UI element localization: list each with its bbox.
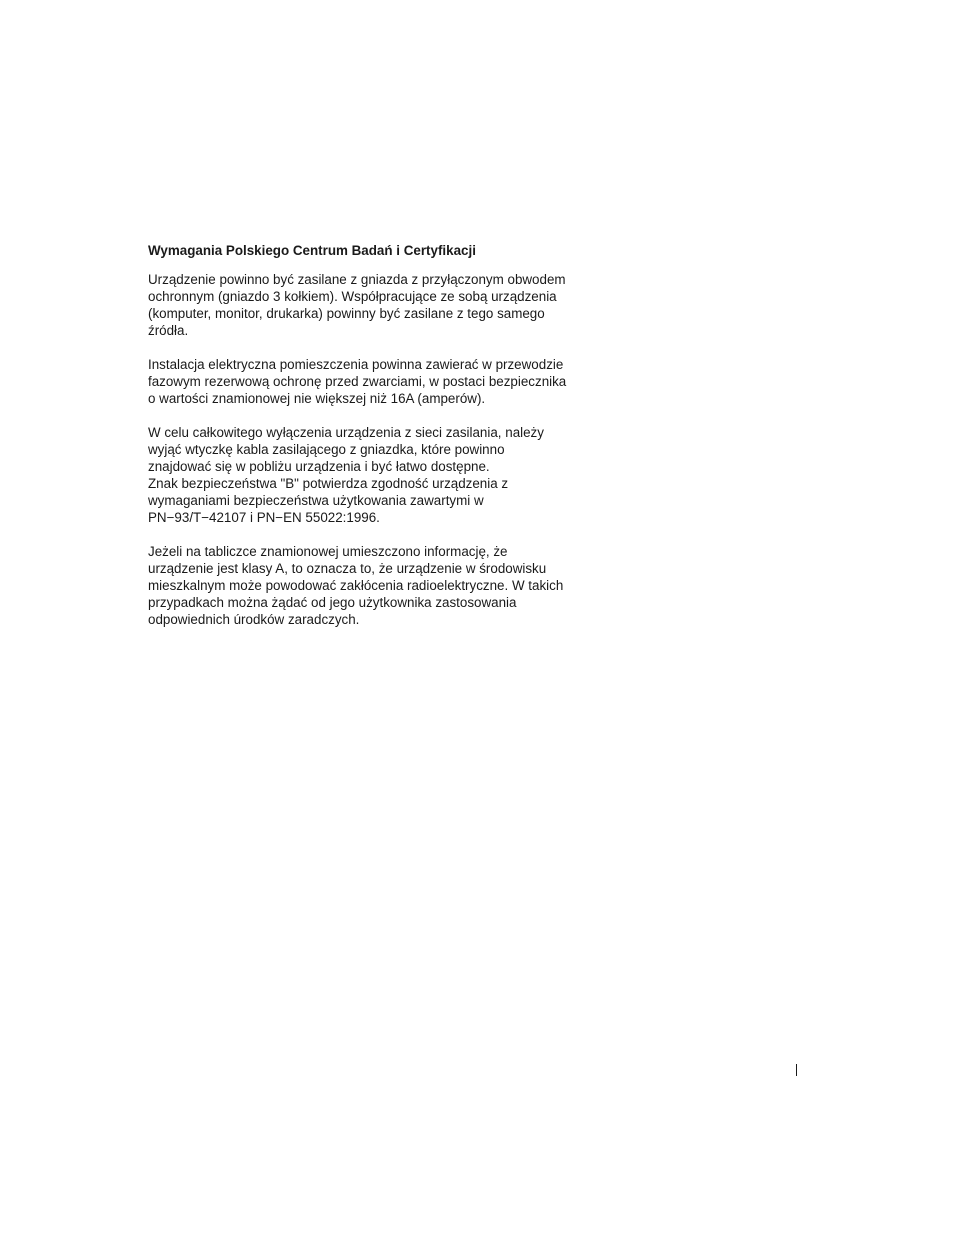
paragraph-line: znajdować się w pobliżu urządzenia i być łatwo dostępne. (148, 459, 490, 474)
paragraph-line: mieszkalnym może powodować zakłócenia radioelektryczne. W takich (148, 578, 564, 593)
paragraph-line: wyjąć wtyczkę kabla zasilającego z gniazdka, które powinno (148, 442, 505, 457)
paragraph-line: Urządzenie powinno być zasilane z gniazda z przyłączonym obwodem (148, 272, 566, 287)
section-heading: Wymagania Polskiego Centrum Badań i Certyfikacji (148, 243, 476, 258)
paragraph-disconnect (148, 424, 598, 526)
paragraph-grounding (148, 271, 598, 339)
paragraph-line: fazowym rezerwową ochronę przed zwarciami, w postaci bezpiecznika (148, 374, 567, 389)
paragraph-line: Instalacja elektryczna pomieszczenia powinna zawierać w przewodzie (148, 357, 564, 372)
paragraph-line: ochronnym (gniazdo 3 kołkiem). Współpracujące ze sobą urządzenia (148, 289, 557, 304)
paragraph-line: W celu całkowitego wyłączenia urządzenia z sieci zasilania, należy (148, 425, 544, 440)
paragraph-class-a (148, 543, 598, 628)
paragraph-line: Znak bezpieczeństwa "B" potwierdza zgodność urządzenia z (148, 476, 509, 491)
paragraph-line: PN−93/T−42107 i PN−EN 55022:1996. (148, 510, 380, 525)
document-body (148, 242, 598, 645)
paragraph-fuse (148, 356, 598, 407)
paragraph-line: (komputer, monitor, drukarka) powinny być zasilane z tego samego (148, 306, 545, 321)
paragraph-line: przypadkach można żądać od jego użytkownika zastosowania (148, 595, 517, 610)
paragraph-line: źródła. (148, 323, 189, 338)
paragraph-line: o wartości znamionowej nie większej niż 16A (amperów). (148, 391, 486, 406)
paragraph-line: Jeżeli na tabliczce znamionowej umieszczono informację, że (148, 544, 508, 559)
paragraph-line: odpowiednich úrodków zaradczych. (148, 612, 360, 627)
page-edge-marker (796, 1064, 797, 1076)
paragraph-line: urządzenie jest klasy A, to oznacza to, że urządzenie w środowisku (148, 561, 547, 576)
paragraph-line: wymaganiami bezpieczeństwa użytkowania zawartymi w (148, 493, 484, 508)
